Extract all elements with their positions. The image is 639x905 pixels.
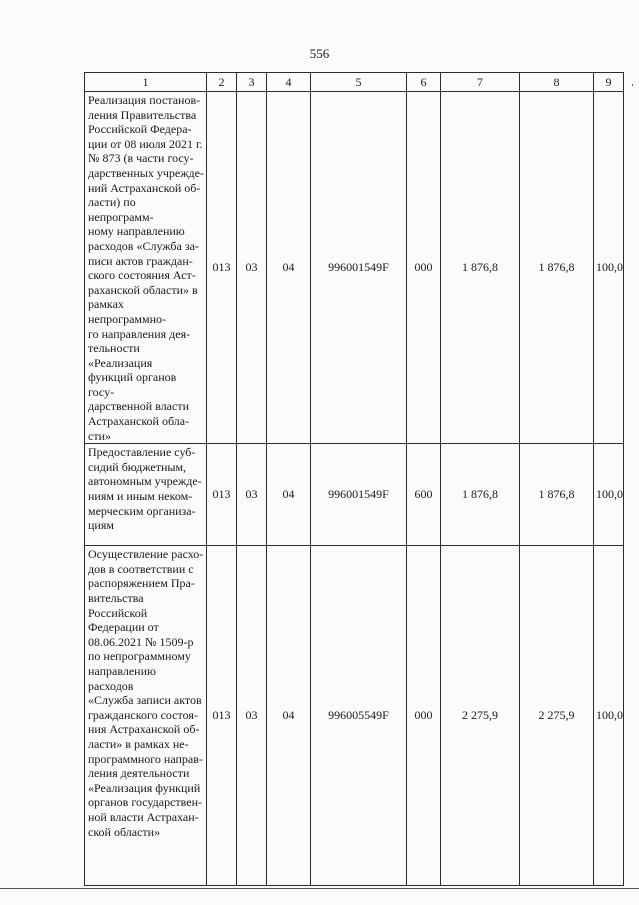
row-col-3: 03 [237, 444, 267, 546]
page-number: 556 [309, 46, 330, 61]
row-col-9: 100,0 [594, 546, 624, 886]
row-col-4: 04 [267, 444, 311, 546]
row-col-3: 03 [237, 546, 267, 886]
table-header-row [85, 73, 624, 92]
row-col-2: 013 [207, 546, 237, 886]
scan-edge-mark [632, 84, 633, 86]
header-col-5: 5 [311, 73, 407, 92]
row-col-8: 1 876,8 [520, 92, 594, 444]
row-col-4: 04 [267, 546, 311, 886]
header-col-6: 6 [407, 73, 441, 92]
header-col-3: 3 [237, 73, 267, 92]
header-col-4: 4 [267, 73, 311, 92]
header-col-2: 2 [207, 73, 237, 92]
row-col-7: 1 876,8 [441, 92, 520, 444]
row-col-7: 1 876,8 [441, 444, 520, 546]
row-col-5: 996005549F [311, 546, 407, 886]
row-col-5: 996001549F [311, 92, 407, 444]
table-row [85, 546, 624, 886]
row-col-8: 1 876,8 [520, 444, 594, 546]
row-col-6: 000 [407, 546, 441, 886]
row-col-5: 996001549F [311, 444, 407, 546]
header-col-8: 8 [520, 73, 594, 92]
row-col-9: 100,0 [594, 92, 624, 444]
row-col-3: 03 [237, 92, 267, 444]
header-col-1: 1 [85, 73, 207, 92]
row-name: Реализация постанов- ления Правительства Российской Федера- ции от 08 июля 2021 г. № 873 (в части госу- дарственных учрежде- ний Астраханской об- ласти) по непрограмм- ному направлению расходов «Служба за- писи актов граждан- ского состояния Аст- раханской области» в рамках непрограммно- го направления дея- тельности «Реализация функций органов госу- дарственной власти Астраханской обла- сти» [85, 92, 207, 444]
row-col-6: 000 [407, 92, 441, 444]
budget-table [84, 72, 624, 886]
row-col-9: 100,0 [594, 444, 624, 546]
table-row [85, 92, 624, 444]
header-col-7: 7 [441, 73, 520, 92]
scan-bottom-line [0, 888, 639, 889]
row-name: Предоставление суб- сидий бюджетным, автономным учрежде- ниям и иным неком- мерческим организа- циям [85, 444, 207, 546]
row-col-2: 013 [207, 92, 237, 444]
table-row [85, 444, 624, 546]
row-col-8: 2 275,9 [520, 546, 594, 886]
row-col-7: 2 275,9 [441, 546, 520, 886]
header-col-9: 9 [594, 73, 624, 92]
row-name: Осуществление расхо- дов в соответствии с распоряжением Пра- вительства Российской Федерации от 08.06.2021 № 1509-р по непрограммному направлению расходов «Служба записи актов гражданского состоя- ния Астраханской об- ласти» в рамках не- программного направ- ления деятельности «Реализация функций органов государствен- ной власти Астрахан- ской области» [85, 546, 207, 886]
row-col-4: 04 [267, 92, 311, 444]
row-col-2: 013 [207, 444, 237, 546]
row-col-6: 600 [407, 444, 441, 546]
